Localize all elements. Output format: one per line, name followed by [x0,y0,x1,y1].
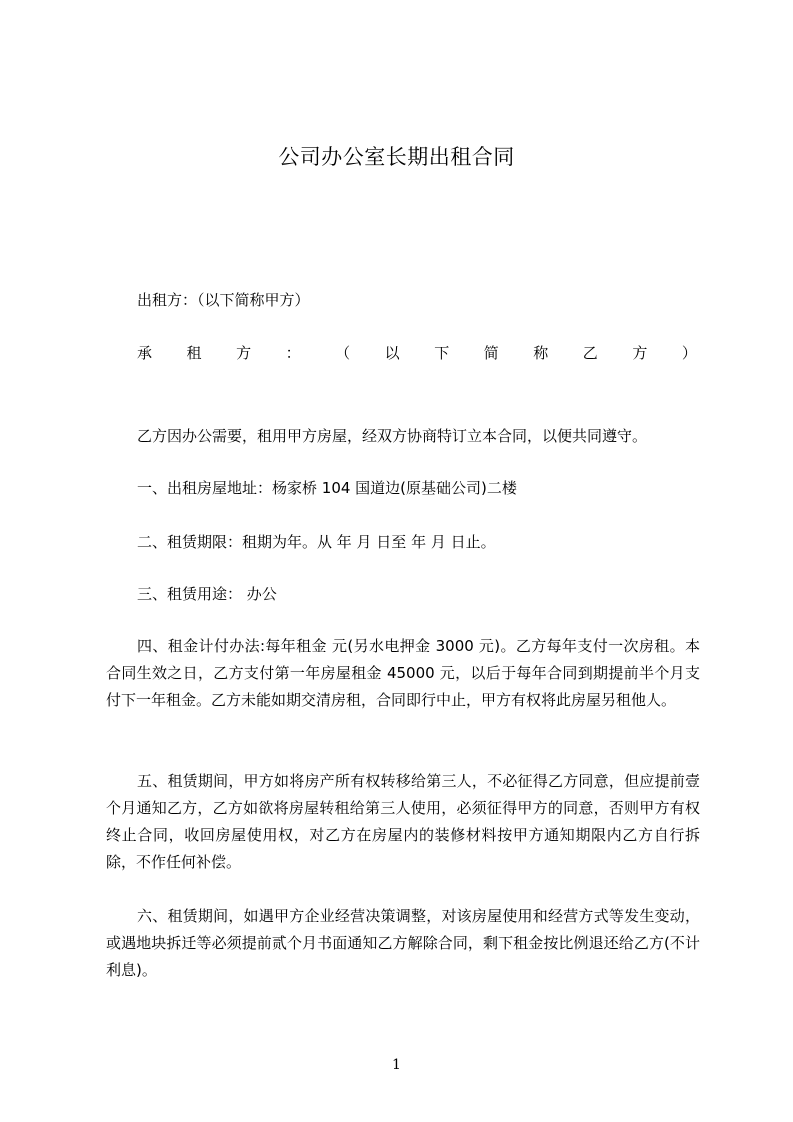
lessee-char: 下 [434,344,450,362]
lessee-char: 方 [236,344,252,362]
clause-rent-payment: 四、租金计付办法:每年租金 元(另水电押金 3000 元)。乙方每年支付一次房租。本合同生效之日，乙方支付第一年房屋租金 45000 元，以后于每年合同到期提前半个月支付下一年租金。乙方未能如期交清房租，合同即行中止，甲方有权将此房屋另租他人。 [106,637,700,709]
clause-termination: 六、租赁期间，如遇甲方企业经营决策调整，对该房屋使用和经营方式等发生变动，或遇地块拆迁等必须提前贰个月书面通知乙方解除合同，剩下租金按比例退还给乙方(不计利息)。 [106,907,700,979]
lessee-line [137,343,697,363]
lessee-char: 租 [186,344,202,362]
lessee-char: 乙 [582,344,598,362]
clause-term: 二、租赁期限：租期为年。从 年 月 日至 年 月 日止。 [137,533,496,551]
page-number: 1 [392,1057,401,1073]
lessee-char: （ [335,344,351,362]
document-title: 公司办公室长期出租合同 [278,145,515,169]
lessee-char: ） [681,344,697,362]
lessee-char: 承 [137,344,153,362]
intro-line: 乙方因办公需要，租用甲方房屋，经双方协商特订立本合同，以便共同遵守。 [137,427,648,445]
lessee-char: ： [285,344,301,362]
lessee-char: 以 [384,344,400,362]
clause-use: 三、租赁用途： 办公 [137,585,277,603]
lessee-char: 方 [632,344,648,362]
lessee-char: 简 [483,344,499,362]
lessee-char: 称 [533,344,549,362]
clause-transfer: 五、租赁期间，甲方如将房产所有权转移给第三人，不必征得乙方同意，但应提前壹个月通知乙方，乙方如欲将房屋转租给第三人使用，必须征得甲方的同意，否则甲方有权终止合同，收回房屋使用权，对乙方在房屋内的装修材料按甲方通知期限内乙方自行拆除，不作任何补偿。 [106,772,700,871]
clause-address: 一、出租房屋地址：杨家桥 104 国道边(原基础公司)二楼 [137,479,517,497]
lessor-line: 出租方：（以下简称甲方） [137,291,310,309]
